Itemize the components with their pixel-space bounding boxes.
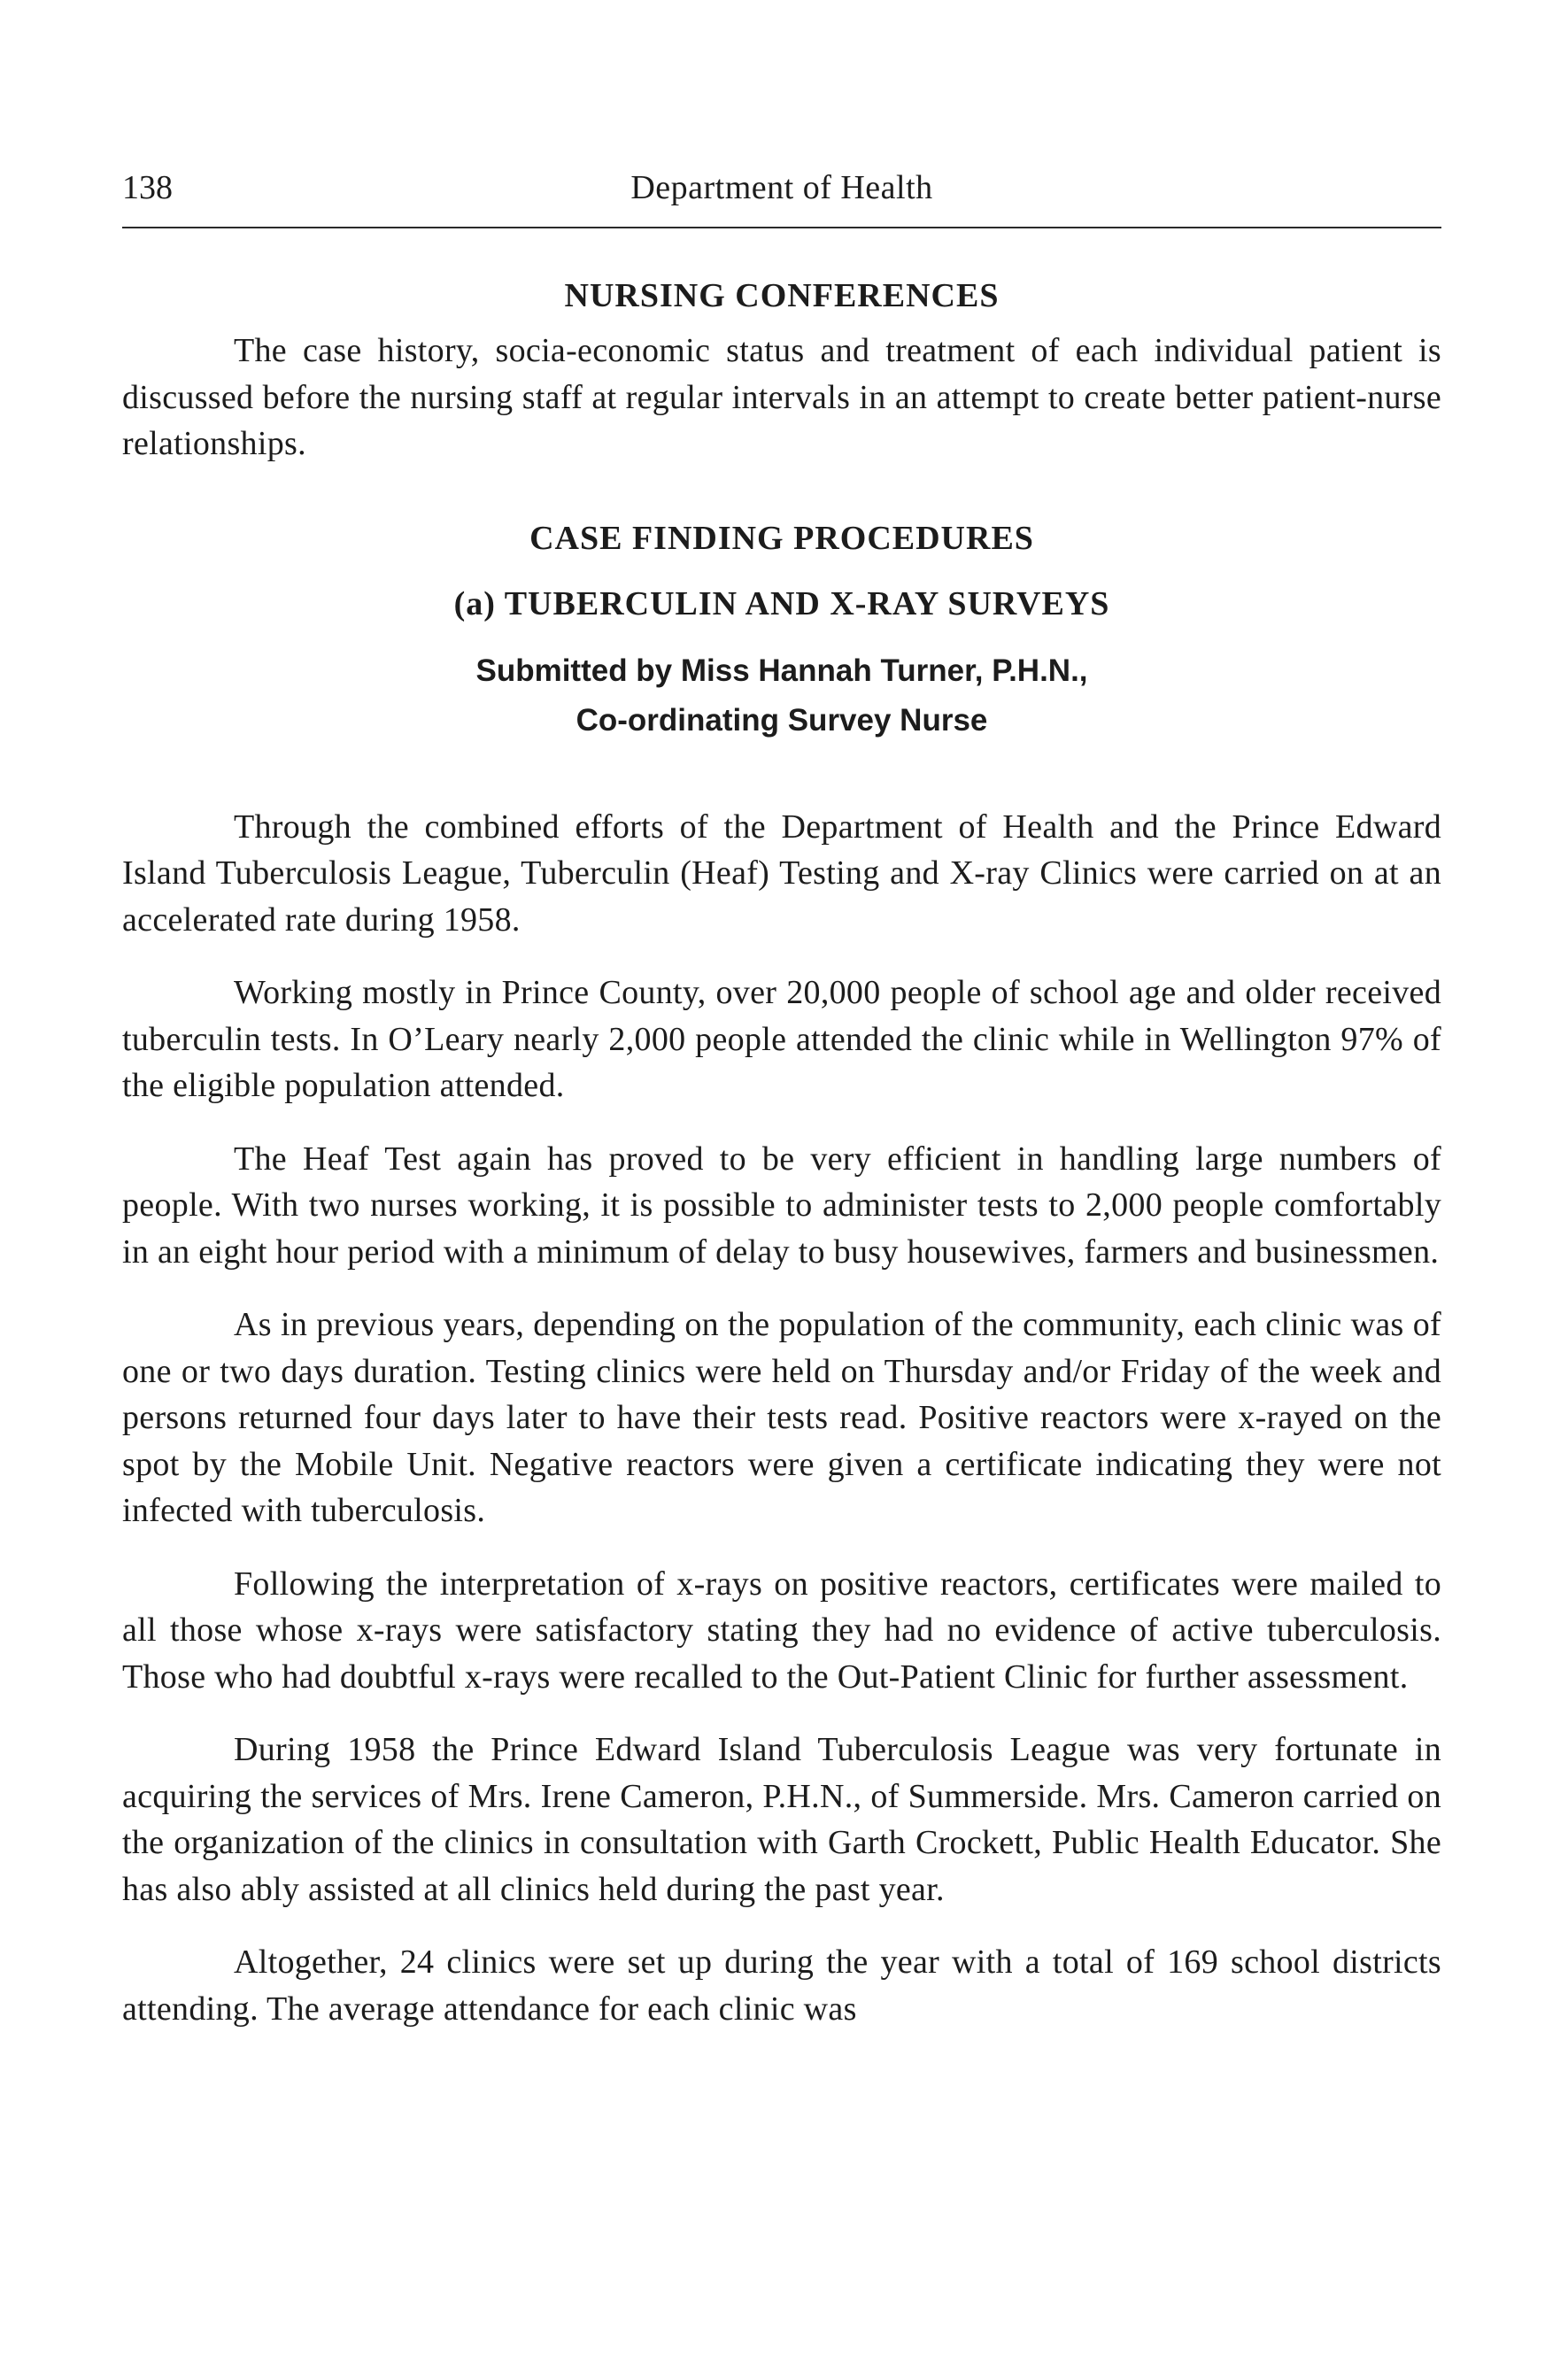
paragraph-nursing-conferences: The case history, socia-economic status and treatment of each individual patient is discussed before the nursing staff at regular intervals in an attempt to create better patient-nurse relationships. <box>122 332 1441 462</box>
header-rule <box>122 227 1441 228</box>
page-number: 138 <box>122 169 173 206</box>
running-title: Department of Health <box>630 169 933 206</box>
paragraph: As in previous years, depending on the population of the community, each clinic was of one or two days duration. Testing clinics were held on Thursday and/or Friday of the week and persons returned four days later to have their tests read. Positive reactors were x-rayed on the spot by the Mobile Unit. Negative reactors were given a certificate indicating they were not infected with tuberculosis. <box>122 1306 1441 1529</box>
running-header <box>122 168 1441 230</box>
paragraph: The Heaf Test again has proved to be very efficient in handling large numbers of people. With two nurses working, it is possible to administer tests to 2,000 people comfortably in an eight hour period with a minimum of delay to busy housewives, farmers and businessmen. <box>122 1140 1441 1271</box>
paragraph: Altogether, 24 clinics were set up during the year with a total of 169 school districts attending. The average attendance for each clinic was <box>122 1943 1441 2028</box>
section-heading-case-finding: CASE FINDING PROCEDURES <box>529 519 1034 557</box>
subsection-heading-surveys: (a) TUBERCULIN AND X-RAY SURVEYS <box>453 584 1110 622</box>
paragraph: Following the interpretation of x-rays on positive reactors, certificates were mailed to all those whose x-rays were satisfactory stating they had no evidence of active tuberculosis. Those who had doubtful x-rays were recalled to the Out-Patient Clinic for further assessment. <box>122 1565 1441 1696</box>
byline-submitted-by: Submitted by Miss Hannah Turner, P.H.N., <box>475 653 1088 688</box>
paragraph: During 1958 the Prince Edward Island Tuberculosis League was very fortunate in acquiring the services of Mrs. Irene Cameron, P.H.N., of Summerside. Mrs. Cameron carried on the organization of the clinics in consultation with Garth Crockett, Public Health Educator. She has also ably assisted at all clinics held during the past year. <box>122 1731 1441 1908</box>
paragraph: Through the combined efforts of the Department of Health and the Prince Edward Island Tuberculosis League, Tuberculin (Heaf) Testing and X-ray Clinics were carried on at an accelerated rate during 1958. <box>122 808 1441 939</box>
section-heading-nursing-conferences: NURSING CONFERENCES <box>564 277 1000 314</box>
byline-role: Co-ordinating Survey Nurse <box>576 702 988 738</box>
document-page <box>122 168 1441 2032</box>
paragraph: Working mostly in Prince County, over 20,000 people of school age and older received tuberculin tests. In O’Leary nearly 2,000 people attended the clinic while in Wellington 97% of the eligible population attended. <box>122 974 1441 1104</box>
